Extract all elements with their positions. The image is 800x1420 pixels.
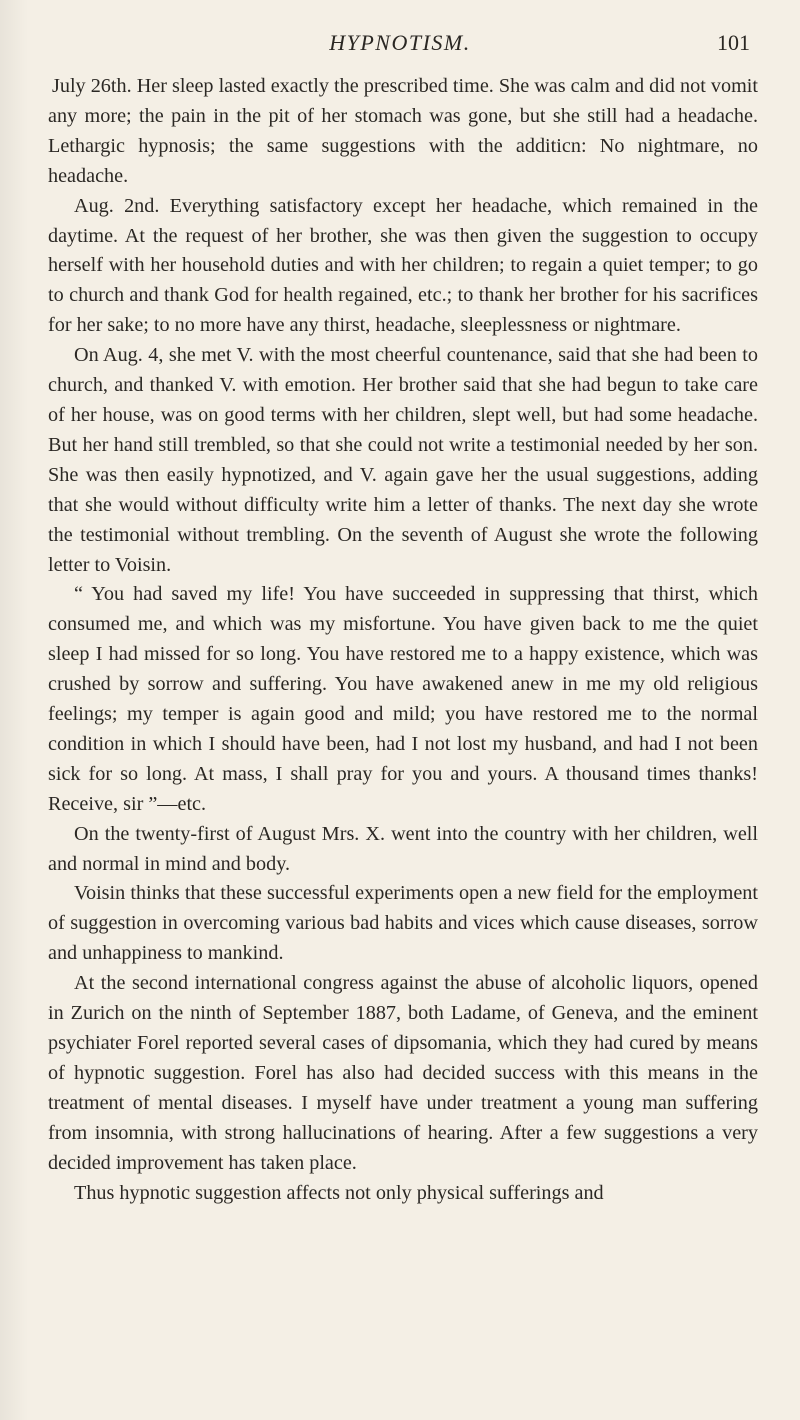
body-text [48, 72, 758, 1208]
paragraph-aug-2: Aug. 2nd. Everything satisfactory except her headache, which remained in the daytime. At the request of her brother, she was then given the suggestion to occupy herself with her household duties and with her children; to regain a quiet temper; to go to church and thank God for health regained, etc.; to thank her brother for his sacrifices for her sake; to no more have any thirst, headache, sleeplessness or nightmare. [48, 194, 758, 337]
paragraph-closing: Thus hypnotic suggestion affects not only physical sufferings and [74, 1181, 604, 1204]
paragraph-voisin-thinks: Voisin thinks that these successful experiments open a new field for the employment of suggestion in overcoming various bad habits and vices which cause diseases, sorrow and unhappiness to mankind. [48, 882, 758, 965]
running-head-title: HYPNOTISM. [329, 30, 471, 55]
paragraph-congress: At the second international congress against the abuse of alcoholic liquors, opened in Zurich on the ninth of September 1887, both Ladame, of Geneva, and the eminent psychiater Forel reported several cases of dipsomania, which they had cured by means of hypnotic suggestion. Forel has also had decided success with this means in the treatment of mental diseases. I myself have under treatment a young man suffering from insomnia, with strong hallucinations of hearing. After a few suggestions a very decided improvement has taken place. [48, 972, 758, 1174]
paragraph-july-26: July 26th. Her sleep lasted exactly the prescribed time. She was calm and did not vomit any more; the pain in the pit of her stomach was gone, but she still had a headache. Lethargic hypnosis; the same suggestions with the additicn: No nightmare, no headache. [48, 75, 758, 187]
running-head [0, 22, 800, 62]
page-number: 101 [717, 30, 750, 55]
paragraph-twenty-first: On the twenty-first of August Mrs. X. went into the country with her children, well and normal in mind and body. [48, 822, 758, 875]
paragraph-aug-4: On Aug. 4, she met V. with the most cheerful countenance, said that she had been to church, and thanked V. with emotion. Her brother said that she had begun to take care of her house, was on good terms with her children, slept well, but had some headache. But her hand still trembled, so that she could not write a testimonial needed by her son. She was then easily hypnotized, and V. again gave her the usual suggestions, adding that she would without difficulty write him a letter of thanks. The next day she wrote the testimonial without trembling. On the seventh of August she wrote the following letter to Voisin. [48, 344, 758, 576]
paragraph-letter-quote: “ You had saved my life! You have succeeded in suppressing that thirst, which consumed me, and which was my misfortune. You have given back to me the quiet sleep I had missed for so long. You have restored me to a happy existence, which was crushed by sorrow and suffering. You have awakened anew in me my old religious feelings; my temper is again good and mild; you have restored me to the normal condition in which I should have been, had I not lost my husband, and had I not been sick for so long. At mass, I shall pray for you and yours. A thousand times thanks! Receive, sir ”—etc. [48, 583, 758, 815]
